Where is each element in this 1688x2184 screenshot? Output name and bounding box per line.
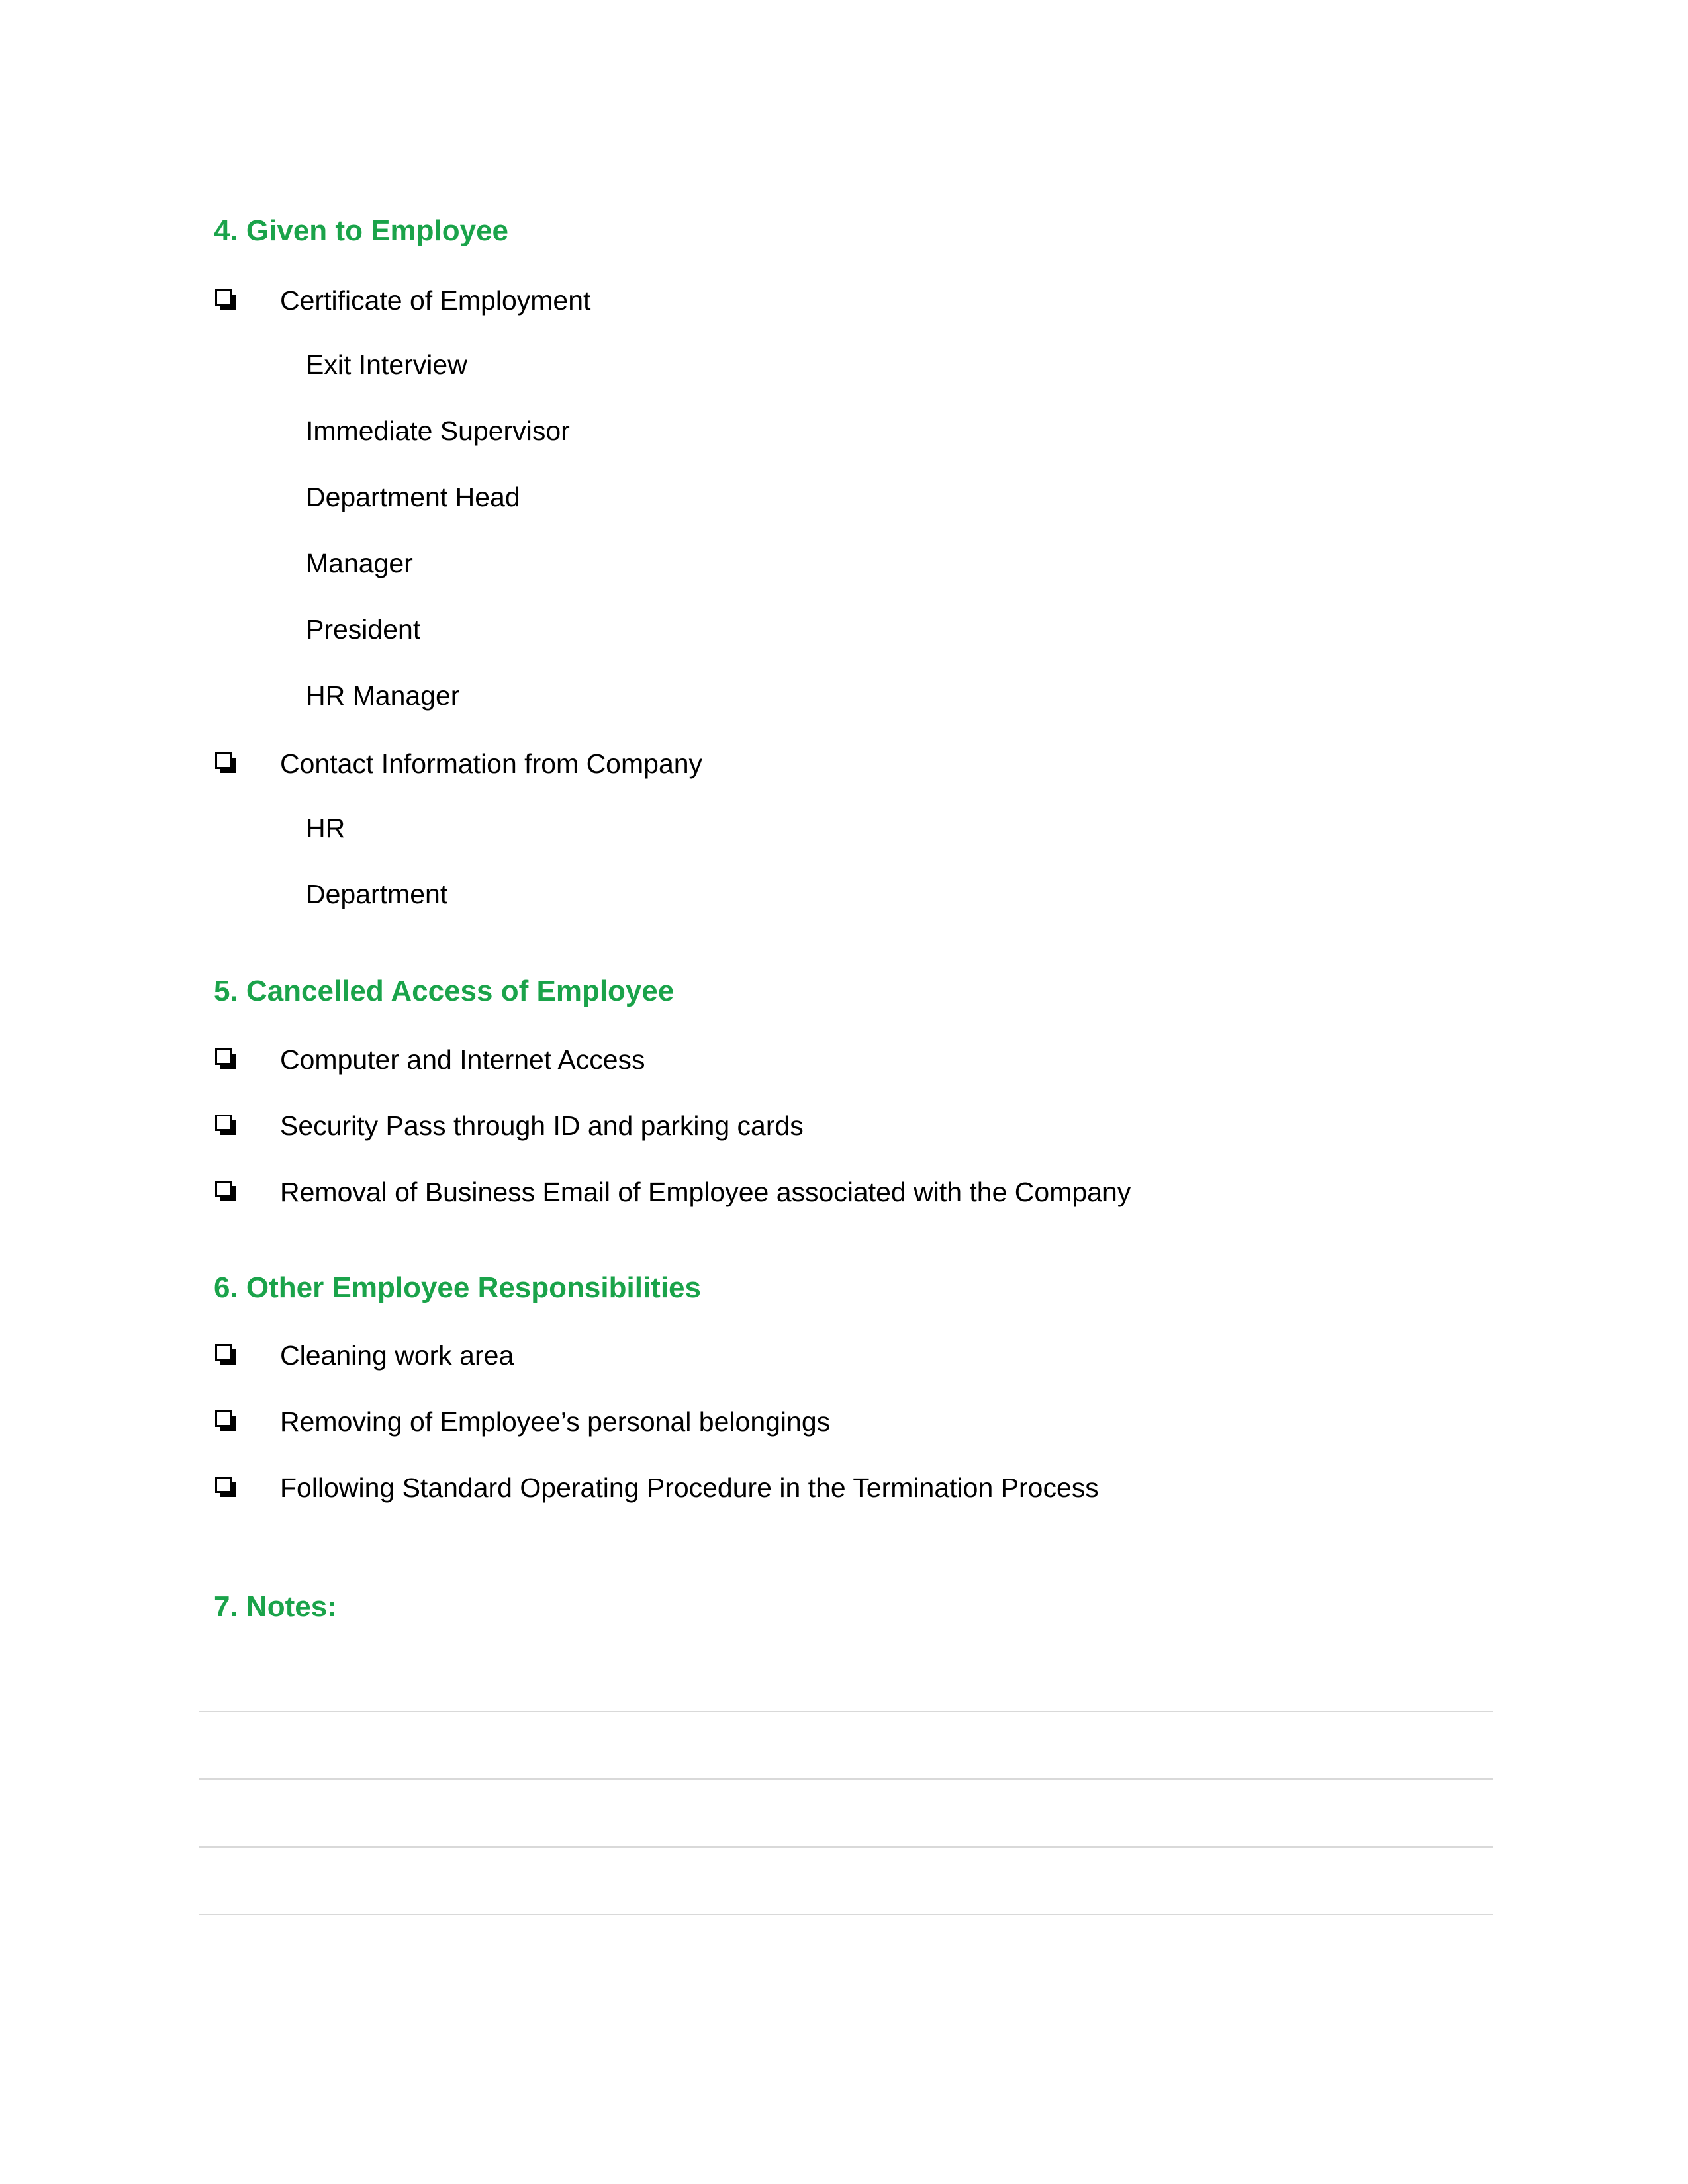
subitem-department-head: Department Head bbox=[306, 482, 520, 512]
checklist-item-contact-information: Contact Information from Company bbox=[280, 749, 703, 779]
checkbox-icon[interactable] bbox=[215, 1477, 236, 1497]
checkbox-icon[interactable] bbox=[215, 1115, 236, 1135]
checklist-item-certificate-of-employment: Certificate of Employment bbox=[280, 285, 591, 316]
checklist-item-computer-internet-access: Computer and Internet Access bbox=[280, 1044, 645, 1075]
section-heading-cancelled-access: 5. Cancelled Access of Employee bbox=[214, 975, 675, 1007]
section-heading-given-to-employee: 4. Given to Employee bbox=[214, 214, 509, 247]
checklist-item-personal-belongings: Removing of Employee’s personal belongings bbox=[280, 1406, 831, 1437]
notes-line[interactable] bbox=[199, 1778, 1493, 1780]
notes-line[interactable] bbox=[199, 1846, 1493, 1848]
checklist-item-security-pass: Security Pass through ID and parking cards bbox=[280, 1111, 804, 1141]
checkbox-icon[interactable] bbox=[215, 1344, 236, 1365]
section-heading-notes: 7. Notes: bbox=[214, 1590, 337, 1623]
checklist-item-cleaning-work-area: Cleaning work area bbox=[280, 1340, 514, 1371]
checkbox-icon[interactable] bbox=[215, 289, 236, 310]
checkbox-icon[interactable] bbox=[215, 1181, 236, 1201]
checkbox-icon[interactable] bbox=[215, 1410, 236, 1431]
checkbox-icon[interactable] bbox=[215, 752, 236, 773]
subitem-immediate-supervisor: Immediate Supervisor bbox=[306, 416, 570, 446]
subitem-exit-interview: Exit Interview bbox=[306, 349, 467, 380]
subitem-hr-manager: HR Manager bbox=[306, 680, 460, 711]
notes-line[interactable] bbox=[199, 1914, 1493, 1915]
checkbox-icon[interactable] bbox=[215, 1048, 236, 1069]
section-heading-other-responsibilities: 6. Other Employee Responsibilities bbox=[214, 1271, 701, 1304]
subitem-hr: HR bbox=[306, 813, 346, 843]
subitem-president: President bbox=[306, 614, 421, 645]
subitem-manager: Manager bbox=[306, 548, 413, 578]
subitem-department: Department bbox=[306, 879, 448, 909]
notes-line[interactable] bbox=[199, 1711, 1493, 1712]
checklist-item-standard-operating-procedure: Following Standard Operating Procedure in the Termination Process bbox=[280, 1473, 1099, 1503]
checklist-item-removal-business-email: Removal of Business Email of Employee associated with the Company bbox=[280, 1177, 1131, 1207]
